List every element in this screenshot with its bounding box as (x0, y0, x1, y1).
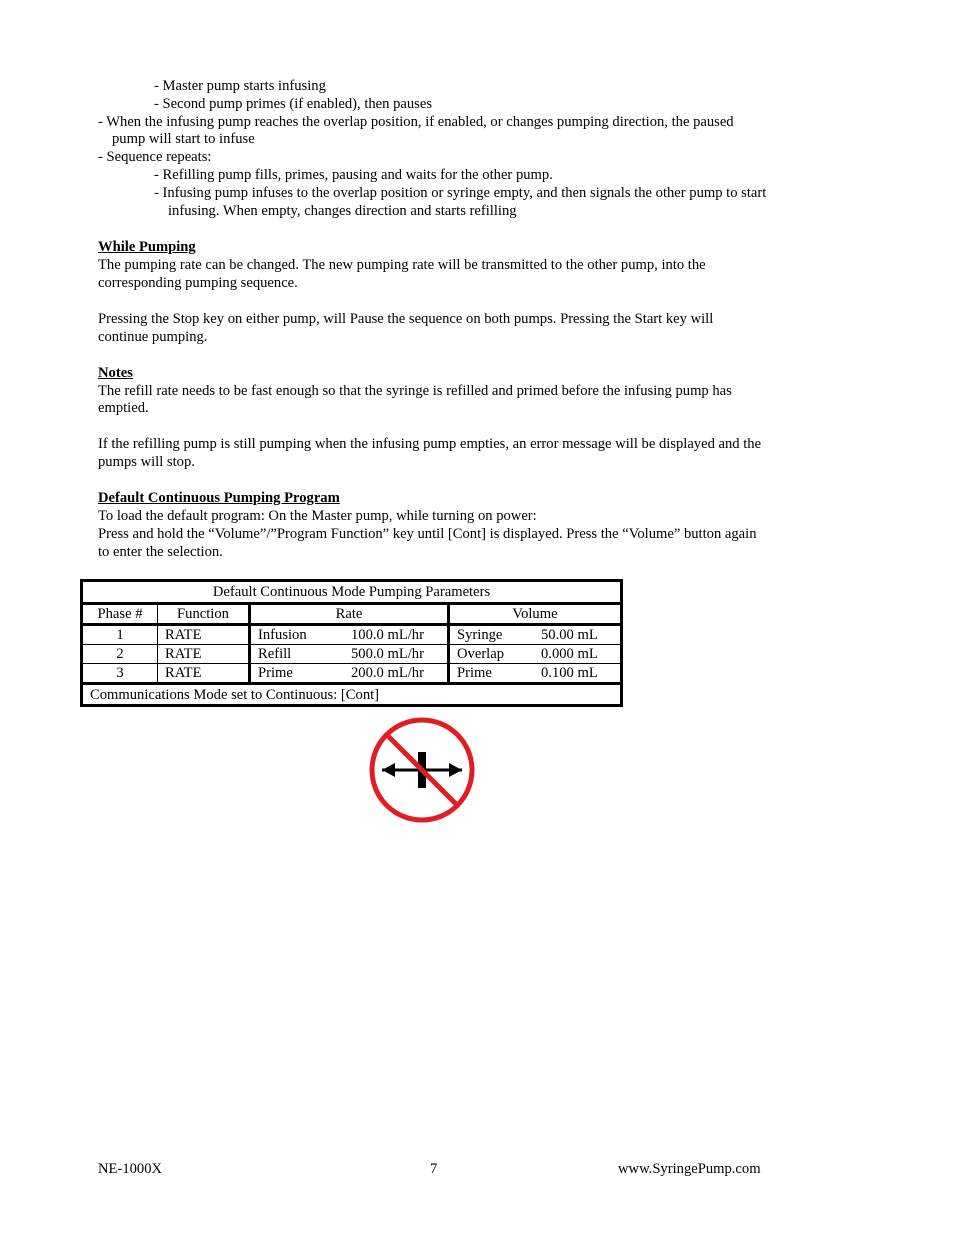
table-row (82, 625, 622, 645)
notes-p2-line1: If the refilling pump is still pumping when the infusing pump empties, an error message will be displayed and the (98, 436, 762, 452)
rate-label: Prime (258, 665, 293, 681)
overlap-text-line1: - When the infusing pump reaches the overlap position, if enabled, or changes pumping direction, the paused (98, 114, 734, 130)
default-program-line1: To load the default program: On the Master pump, while turning on power: (98, 508, 537, 524)
table-title: Default Continuous Mode Pumping Parameters (82, 581, 622, 604)
bullet-refilling: - Refilling pump fills, primes, pausing and waits for the other pump. (154, 167, 553, 183)
bullet-second-primes: - Second pump primes (if enabled), then pauses (154, 96, 433, 112)
volume-label: Syringe (457, 627, 503, 643)
rate-value: 500.0 mL/hr (351, 646, 424, 662)
sequence-repeats: - Sequence repeats: (98, 149, 212, 165)
rate-cell (250, 645, 449, 664)
footer-website: www.SyringePump.com (618, 1161, 761, 1177)
parameters-table (80, 579, 623, 707)
default-program-line3: to enter the selection. (98, 544, 223, 560)
rate-label: Infusion (258, 627, 307, 643)
rate-value: 200.0 mL/hr (351, 665, 424, 681)
bullet-master-infusing: - Master pump starts infusing (154, 78, 326, 94)
rate-label: Refill (258, 646, 292, 662)
page-number: 7 (430, 1161, 438, 1177)
overlap-text-line2: pump will start to infuse (112, 131, 255, 147)
phase-cell: 2 (82, 645, 158, 664)
notes-p1-line2: emptied. (98, 400, 149, 416)
footer-model: NE-1000X (98, 1161, 163, 1177)
while-pumping-p2-line1: Pressing the Stop key on either pump, will Pause the sequence on both pumps. Pressing the Start key will (98, 311, 714, 327)
header-volume: Volume (449, 604, 622, 625)
while-pumping-p1-line1: The pumping rate can be changed. The new pumping rate will be transmitted to the other pump, into the (98, 257, 706, 273)
while-pumping-p2-line2: continue pumping. (98, 329, 208, 345)
function-cell: RATE (158, 664, 250, 684)
volume-label: Overlap (457, 646, 505, 662)
table-footer: Communications Mode set to Continuous: [Cont] (82, 684, 622, 706)
bullet-infusing-line1: - Infusing pump infuses to the overlap position or syringe empty, and then signals the other pump to start (154, 185, 767, 201)
volume-value: 50.00 mL (541, 627, 598, 643)
notes-heading: Notes (98, 365, 133, 381)
volume-value: 0.100 mL (541, 665, 598, 681)
volume-cell (449, 625, 622, 645)
header-phase: Phase # (82, 604, 158, 625)
rate-value: 100.0 mL/hr (351, 627, 424, 643)
header-rate: Rate (250, 604, 449, 625)
notes-p2-line2: pumps will stop. (98, 454, 195, 470)
phase-cell: 3 (82, 664, 158, 684)
volume-value: 0.000 mL (541, 646, 598, 662)
notes-p1-line1: The refill rate needs to be fast enough so that the syringe is refilled and primed before the infusing pump has (98, 383, 732, 399)
table-row (82, 664, 622, 684)
while-pumping-heading: While Pumping (98, 239, 196, 255)
bullet-infusing-line2: infusing. When empty, changes direction and starts refilling (168, 203, 517, 219)
no-bidirectional-arrows-icon (368, 716, 476, 824)
volume-label: Prime (457, 665, 492, 681)
header-function: Function (158, 604, 250, 625)
function-cell: RATE (158, 645, 250, 664)
function-cell: RATE (158, 625, 250, 645)
phase-cell: 1 (82, 625, 158, 645)
rate-cell (250, 664, 449, 684)
table-row (82, 645, 622, 664)
default-program-line2: Press and hold the “Volume”/”Program Function” key until [Cont] is displayed. Press the “Volume” button again (98, 526, 757, 542)
while-pumping-p1-line2: corresponding pumping sequence. (98, 275, 298, 291)
volume-cell (449, 645, 622, 664)
volume-cell (449, 664, 622, 684)
rate-cell (250, 625, 449, 645)
default-program-heading: Default Continuous Pumping Program (98, 490, 340, 506)
